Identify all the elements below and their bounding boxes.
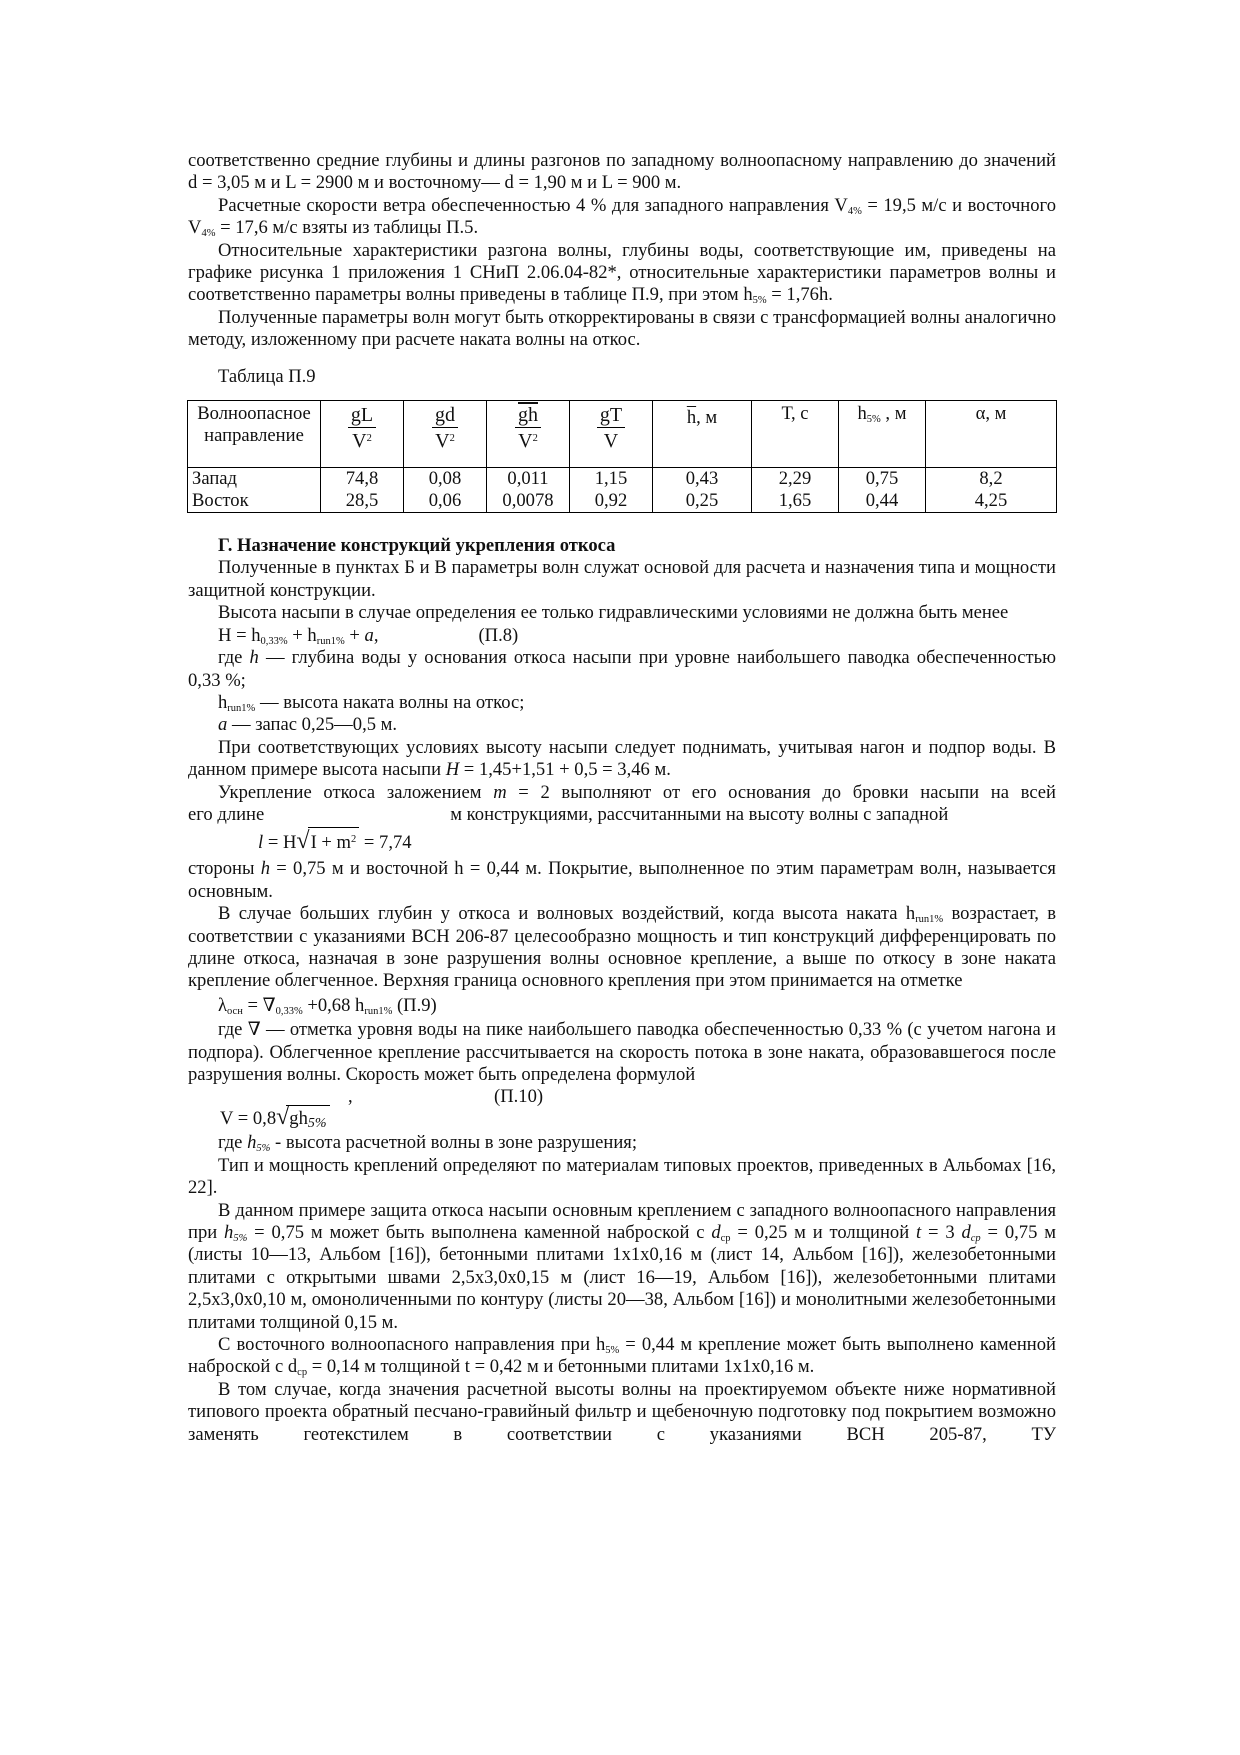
paragraph: В данном примере защита откоса насыпи основным креплением с западного волноопасного направления при $h_{5\%} = 0,75$ м может быть выполнена каменной наброской с $d_{ср} = 0,25$ м и толщиной t = 3 $d_{ср} = 0,75$ м (листы 10—13, Альбом [16]), бетонными плитами 1х1х0,16 м (лист 14, Альбом [16]), железобетонными плитами с открытыми швами 2,5х3,0х0,15 м (лист 16—19, Альбом [16]), железобетонными плитами 2,5х3,0х0,10 м, омоноличенными по контуру (листы 20—38, Альбом [16]) и монолитными железобетонными плитами толщиной 0,15 м. [188,1199,1056,1333]
paragraph: С восточного волноопасного направления при $h_{5\%} = 0,44$ м крепление может быть выполнено каменной наброской с $d_{ср} = 0,14$ м толщиной t = 0,42 м и бетонными плитами 1х1х0,16 м. [188,1334,1056,1379]
header-gt-v: $\frac{gT}{V}$ [570,401,653,468]
table-cell: 0,75 [839,468,926,491]
table-cell: 0,011 [487,468,570,491]
table-row [188,468,1057,491]
header-gl-v2: $\frac{gL}{V^2}$ [321,401,404,468]
paragraph: его длине м конструкциями, рассчитанными на высоту волны с западной [188,803,949,825]
paragraph: Высота насыпи в случае определения ее только гидравлическими условиями не должна быть менее [218,602,1009,624]
formula-p8: $Н = h_{0,33\%} + h_{run1\%} + a$, (П.8) [218,624,519,647]
table-cell: 4,25 [926,490,1057,513]
table-cell: 0,08 [404,468,487,491]
table-cell: 0,44 [839,490,926,513]
table-cell: 0,06 [404,490,487,513]
paragraph: стороны h = 0,75 м и восточной h = 0,44 м. Покрытие, выполненное по этим параметрам волн, называется основным. [188,858,1056,902]
table-header-row [188,401,1057,468]
section-heading: Г. Назначение конструкций укрепления откоса [218,535,616,557]
table-cell: 8,2 [926,468,1057,491]
table-cell: 2,29 [752,468,839,491]
paragraph: При соответствующих условиях высоту насыпи следует поднимать, учитывая нагон и подпор воды. В данном примере высота насыпи Н = 1,45+1,51 + 0,5 = 3,46 м. [188,736,1056,781]
header-wavelength: α, м [926,401,1057,468]
table-cell: 0,43 [653,468,752,491]
table-cell: 0,92 [570,490,653,513]
formula-p10: , (П.10) $V = 0,8√gh_{5\%}$ [220,1086,544,1132]
header-direction: Волноопасное направление [188,401,321,468]
paragraph: где ∇ — отметка уровня воды на пике наибольшего паводка обеспеченностью 0,33 % (с учетом нагона и подпора). Облегченное крепление рассчитывается на скорость потока в зоне наката, образовавшегося после разрушения волны. Скорость может быть определена формулой [188,1019,1056,1085]
document-page [188,150,1056,1446]
paragraph: В том случае, когда значения расчетной высоты волны на проектируемом объекте ниже нормативной типового проекта обратный песчано-гравийный фильтр и щебеночную подготовку под покрытием возможно заменять геотекстилем в соответствии с указаниями ВСН 205-87, ТУ [188,1378,1056,1445]
table-cell: 28,5 [321,490,404,513]
header-mean-height: $\overline{h}$, м [653,401,752,468]
header-h5: $h_{5\%}$ , м [839,401,926,468]
paragraph: соответственно средние глубины и длины разгонов по западному волноопасному направлению до значений d = 3,05 м и L = 2900 м и восточному— d = 1,90 м и L = 900 м. [188,150,1056,194]
paragraph: Относительные характеристики разгона волны, глубины воды, соответствующие им, приведены на графике рисунка 1 приложения 1 СНиП 2.06.04-82*, относительные характеристики параметров волны и соответственно параметры волны приведены в таблице П.9, при этом $h_{5\%} = 1,76h$. [188,239,1056,307]
table-cell: 1,65 [752,490,839,513]
table-cell: 0,25 [653,490,752,513]
paragraph: где h — глубина воды у основания откоса насыпи при уровне наибольшего паводка обеспеченностью 0,33 %; [188,647,1056,691]
paragraph: Расчетные скорости ветра обеспеченностью 4 % для западного направления $V_{4\%} = 19,5$ м/с и восточного $V_{4\%} = 17,6$ м/с взяты из таблицы П.5. [188,194,1057,240]
paragraph: Тип и мощность креплений определяют по материалам типовых проектов, приведенных в Альбомах [16, 22]. [188,1154,1056,1199]
paragraph: $h_{run1\%}$ — высота наката волны на откос; [218,691,525,714]
table-cell: Восток [188,490,321,513]
paragraph: Укрепление откоса заложением m = 2 выполняют от его основания до бровки насыпи на всей [218,781,1056,803]
header-period: Т, с [752,401,839,468]
table-cell: 74,8 [321,468,404,491]
paragraph: где $h_{5\%}$ - высота расчетной волны в зоне разрушения; [218,1132,638,1155]
table-cell: 0,0078 [487,490,570,513]
header-gh-v2: $\frac{\overline{gh}}{V^2}$ [487,401,570,468]
table-cell: 1,15 [570,468,653,491]
formula-slope-length: $l = Н√I + m^2 = 7,74$ [188,826,1056,858]
table-caption: Таблица П.9 [218,365,316,387]
formula-p9: $\lambda_{осн} = \nabla_{0,33\%} +0,68$ $h_{run1\%}$ (П.9) [218,994,437,1017]
header-gd-v2: $\frac{gd}{V^2}$ [404,401,487,468]
paragraph: a — запас 0,25—0,5 м. [218,714,398,736]
table-cell: Запад [188,468,321,491]
table-row [188,490,1057,513]
wave-parameters-table [187,400,1057,513]
paragraph: В случае больших глубин у откоса и волновых воздействий, когда высота наката $h_{run1\%}$ возрастает, в соответствии с указаниями ВСН 206-87 целесообразно мощность и тип конструкций дифференцировать по длине откоса, назначая в зоне разрушения волны основное крепление, а выше по откосу в зоне наката крепление облегченное. Верхняя граница основного крепления при этом принимается на отметке [188,903,1056,992]
paragraph: Полученные в пунктах Б и В параметры волн служат основой для расчета и назначения типа и мощности защитной конструкции. [188,557,1056,601]
paragraph: Полученные параметры волн могут быть откорректированы в связи с трансформацией волны аналогично методу, изложенному при расчете наката волны на откос. [188,306,1056,351]
